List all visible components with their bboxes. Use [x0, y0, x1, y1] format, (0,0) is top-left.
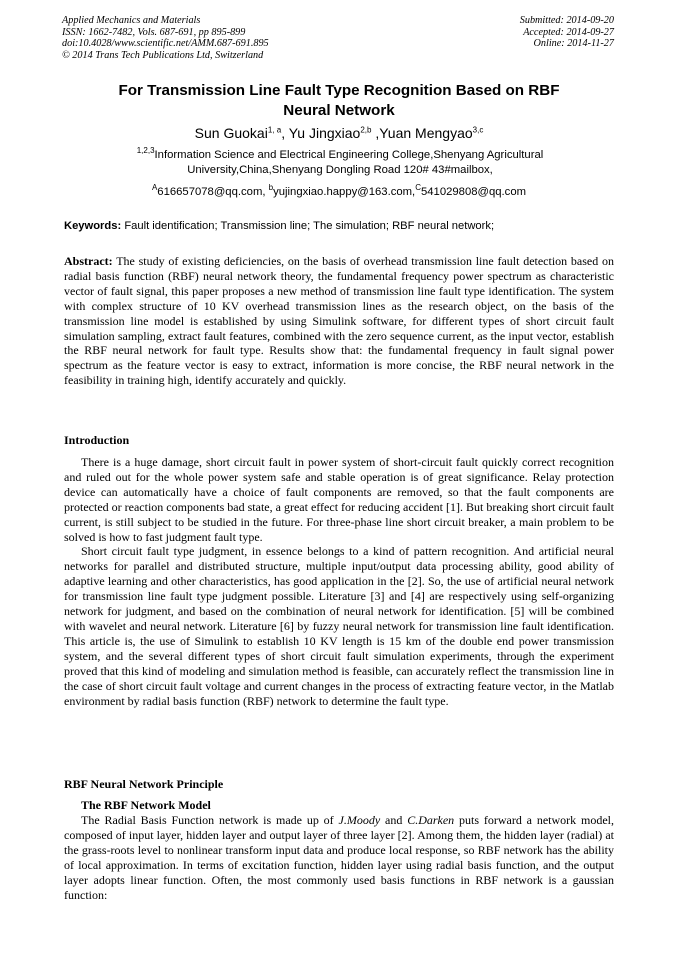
paper-title: [64, 81, 614, 121]
abstract: [64, 254, 614, 388]
email-superscript: C: [415, 183, 421, 193]
issn-line: ISSN: 1662-7482, Vols. 687-691, pp 895-899: [62, 26, 246, 38]
author-reference: J.Moody: [338, 813, 381, 827]
affiliation-superscript: 1,2,3: [136, 146, 155, 156]
keywords-text: Fault identification; Transmission line; The simulation; RBF neural network;: [124, 220, 495, 232]
title-line-1: For Transmission Line Fault Type Recognition Based on RBF: [118, 82, 560, 99]
doi-line: doi:10.4028/www.scientific.net/AMM.687-691.895: [62, 38, 269, 49]
journal-name: Applied Mechanics and Materials: [62, 15, 201, 26]
introduction-heading: Introduction: [64, 433, 130, 447]
author-name: Yu Jingxiao: [288, 125, 361, 141]
introduction-paragraph-2: Short circuit fault type judgment, in essence belongs to a kind of pattern recognition. And artificial neural networks for parallel and distributed structure, multiple input/output data processing ability, good ability of adaptive learning and other characteristics, has good application in the [2]. So, the use of artificial neural network for transmission line fault type judgment possible. Literature [3] and [4] are respectively using self-organizing network for judgment, and based on the combination of neural network for identification. [5] will be combined with wavelet and neural network. Literature [6] by fuzzy neural network for transmission line fault identification. This article is, the use of Simulink to establish 10 KV length is 15 km of the double end power transmission system, and the several different types of short circuit fault simulation experiments, through the experiment proved that this kind of modeling and simulation method is feasible, can accurately reflect the transmission line in the case of short circuit fault voltage and current changes in the process of extracting feature vector, in the Matlab environment by radial basis function (RBF) network to determine the fault type.: [64, 544, 614, 708]
rbf-model-paragraph: [64, 813, 614, 902]
abstract-label: Abstract:: [64, 254, 113, 268]
rbf-text-segment: puts forward a network model, composed of input layer, hidden layer and output layer of three layer [2]. Among them, the hidden layer (radial) at the grass-roots level to nonlinear transform input data and produce local response, so RBF network has the ability of local approximation. In terms of excitation function, hidden layer using radial basis function, and the output layer adopts linear function. Often, the most commonly used basis functions in RBF network is a gaussian function:: [64, 813, 615, 902]
author-superscript: 1, a: [267, 125, 282, 135]
copyright-line: © 2014 Trans Tech Publications Ltd, Switzerland: [62, 49, 264, 61]
dates-header: [520, 15, 614, 50]
keywords: [64, 220, 624, 232]
author-superscript: 2,b: [360, 125, 372, 135]
introduction-paragraph-1: There is a huge damage, short circuit fault in power system of short-circuit fault quickly correct recognition and ruled out for the whole power system safe and stable operation is of great significance. Relay protection device can automatically have a choice of fault components are removed, so that the fault components are protected or reaction components bad state, a great effect for reducing accident [1]. But breaking short circuit fault current, is still subject to be studied in the future. For three-phase line short circuit breaker, a main problem to be solved is how to fast judgment fault type.: [64, 455, 614, 544]
keywords-label: Keywords:: [64, 220, 122, 232]
affiliation-line-2: University,China,Shenyang Dongling Road 120# 43#mailbox,: [187, 164, 493, 176]
author-superscript: 3,c: [472, 125, 484, 135]
affiliation-line-1: Information Science and Electrical Engineering College,Shenyang Agricultural: [154, 149, 544, 161]
accepted-date: Accepted: 2014-09-27: [523, 26, 614, 38]
email-superscript: A: [151, 183, 158, 193]
email-address[interactable]: yujingxiao.happy@163.com,: [273, 186, 416, 198]
email-list: [64, 183, 614, 198]
email-address[interactable]: 616657078@qq.com,: [157, 186, 269, 198]
email-address[interactable]: 541029808@qq.com: [420, 186, 527, 198]
author-list: Sun Guokai$^{1, a}$, Yu Jingxiao$^{2,b}$ ,Yuan Mengyao$^{3,c}$: [194, 125, 484, 141]
abstract-text: The study of existing deficiencies, on the basis of overhead transmission line fault detection based on radial basis function (RBF) neural network theory, the fundamental frequency power spectrum as characteristic vector of fault signal, this paper proposes a new method of transmission line fault type identification. The system with complex structure of 10 KV overhead transmission lines as the research object, on the basis of the transmission line model is established by using Simulink software, for different types of short circuit fault simulation sampling, extract fault features, combined with the zero sequence current, as the input vector, establish the RBF neural network for fault type. Results show that: the fundamental frequency in fault signal power spectrum as the feature vector is easy to extract, information is more concise, the RBF neural network in the feasibility in training high, identify accurately and quickly.: [64, 254, 614, 388]
title-line-2: Neural Network: [283, 102, 395, 119]
rbf-section-heading: RBF Neural Network Principle: [64, 777, 224, 791]
affiliation: [80, 148, 600, 178]
rbf-text-segment: and: [380, 813, 408, 827]
author-reference: C.Darken: [407, 813, 455, 827]
rbf-subsection-heading: The RBF Network Model: [81, 798, 211, 812]
email-superscript: b: [268, 183, 274, 193]
rbf-model-body: [64, 813, 614, 902]
journal-header: [62, 15, 269, 61]
online-date: Online: 2014-11-27: [533, 38, 614, 49]
introduction-body: [64, 455, 614, 708]
author-name: Yuan Mengyao: [379, 125, 473, 141]
rbf-text-segment: The Radial Basis Function network is made up of: [81, 813, 339, 827]
submitted-date: Submitted: 2014-09-20: [519, 15, 614, 26]
author-name: Sun Guokai: [194, 125, 268, 141]
